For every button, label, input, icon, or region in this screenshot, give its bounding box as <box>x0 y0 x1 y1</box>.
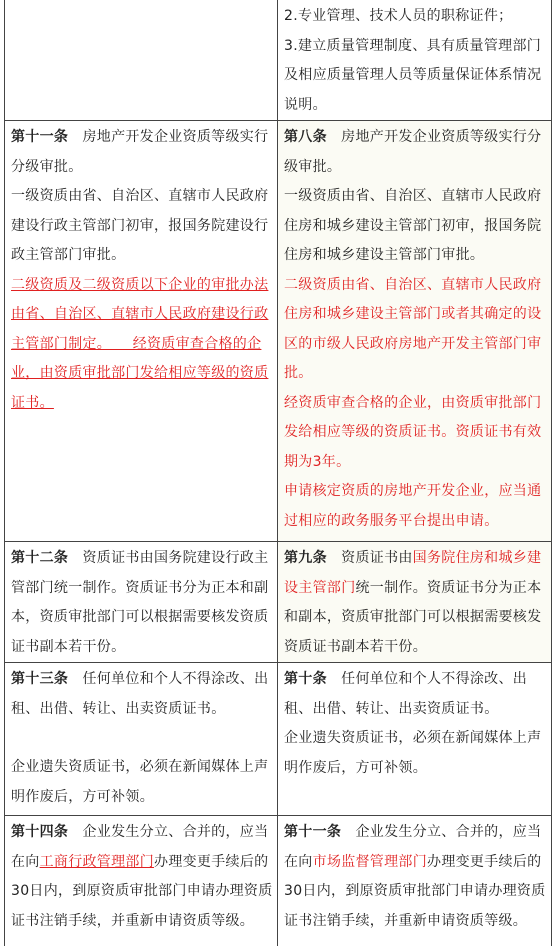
article-text: 统一制作。资质证书分为正本和副本，资质审批部门可以根据需要核发资质证书副本若干份。 <box>284 579 542 655</box>
article-text: 企业遗失资质证书，必须在新闻媒体上声明作废后，方可补领。 <box>11 759 269 805</box>
article-heading: 第十二条 <box>11 550 69 566</box>
article-text: 一级资质由省、自治区、直辖市人民政府建设行政主管部门初审，报国务院建设行政主管部门审批。 <box>11 188 269 263</box>
article-text: 企业发生分立、合并的，应当在向 <box>11 824 269 870</box>
article-heading: 第十四条 <box>11 824 69 840</box>
deleted-text: 工商行政管理部门 <box>39 853 155 870</box>
article-heading: 第十一条 <box>284 824 342 840</box>
new-article-cell <box>278 663 552 815</box>
revised-text: 国务院住房和城乡建设主管部门 <box>284 550 542 596</box>
article-heading: 第十三条 <box>11 671 69 687</box>
deleted-text: 二级资质及二级资质以下企业的审批办法由省、自治区、直辖市人民政府建设行政主管部门制定。 经资质审查合格的企业，由资质审批部门发给相应等级的资质证书。 <box>11 276 269 411</box>
list-item: 3.建立质量管理制度、具有质量管理部门及相应质量管理人员等质量保证体系情况说明。 <box>284 37 542 113</box>
article-heading: 第九条 <box>284 550 327 566</box>
table-row <box>4 0 552 121</box>
old-article-cell <box>4 816 278 946</box>
article-text: 办理变更手续后的30日内，到原资质审批部门申请办理资质证书注销手续，并重新申请资质等级。 <box>11 853 273 929</box>
article-text: 资质证书由国务院建设行政主管部门统一制作。资质证书分为正本和副本，资质审批部门可以根据需要核发资质证书副本若干份。 <box>11 550 269 655</box>
old-article-cell <box>4 0 278 120</box>
new-article-cell <box>278 816 552 946</box>
table-row <box>4 121 552 542</box>
article-text: 任何单位和个人不得涂改、出租、出借、转让、出卖资质证书。 <box>284 671 528 717</box>
article-text: 任何单位和个人不得涂改、出租、出借、转让、出卖资质证书。 <box>11 671 269 717</box>
new-article-cell <box>278 542 552 662</box>
new-article-cell <box>278 121 552 541</box>
article-text: 办理变更手续后的30日内，到原资质审批部门申请办理资质证书注销手续，并重新申请资质等级。 <box>284 853 546 929</box>
old-article-cell <box>4 121 278 541</box>
article-text: 房地产开发企业资质等级实行分级审批。 <box>11 129 269 175</box>
table-row <box>4 816 552 946</box>
revised-text: 市场监督管理部门 <box>312 853 428 870</box>
table-row <box>4 663 552 816</box>
comparison-table <box>4 0 552 946</box>
article-text: 一级资质由省、自治区、直辖市人民政府住房和城乡建设主管部门初审，报国务院住房和城乡建设主管部门审批。 <box>284 188 542 263</box>
old-article-cell <box>4 542 278 662</box>
article-text: 房地产开发企业资质等级实行分级审批。 <box>284 129 542 175</box>
article-heading: 第十一条 <box>11 129 69 145</box>
new-article-cell <box>278 0 552 120</box>
article-text: 资质证书由 <box>341 550 413 566</box>
old-article-cell <box>4 663 278 815</box>
revised-text: 经资质审查合格的企业，由资质审批部门发给相应等级的资质证书。资质证书有效期为3年。 <box>284 394 542 470</box>
list-item: 2.专业管理、技术人员的职称证件； <box>284 8 513 24</box>
article-heading: 第十条 <box>284 671 327 687</box>
revised-text: 申请核定资质的房地产开发企业，应当通过相应的政务服务平台提出申请。 <box>284 483 542 529</box>
revised-text: 二级资质由省、自治区、直辖市人民政府住房和城乡建设主管部门或者其确定的设区的市级人民政府房地产开发主管部门审批。 <box>284 276 542 381</box>
article-text: 企业发生分立、合并的，应当在向 <box>284 824 542 870</box>
article-text: 企业遗失资质证书，必须在新闻媒体上声明作废后，方可补领。 <box>284 730 542 776</box>
table-row <box>4 542 552 663</box>
article-heading: 第八条 <box>284 129 327 145</box>
